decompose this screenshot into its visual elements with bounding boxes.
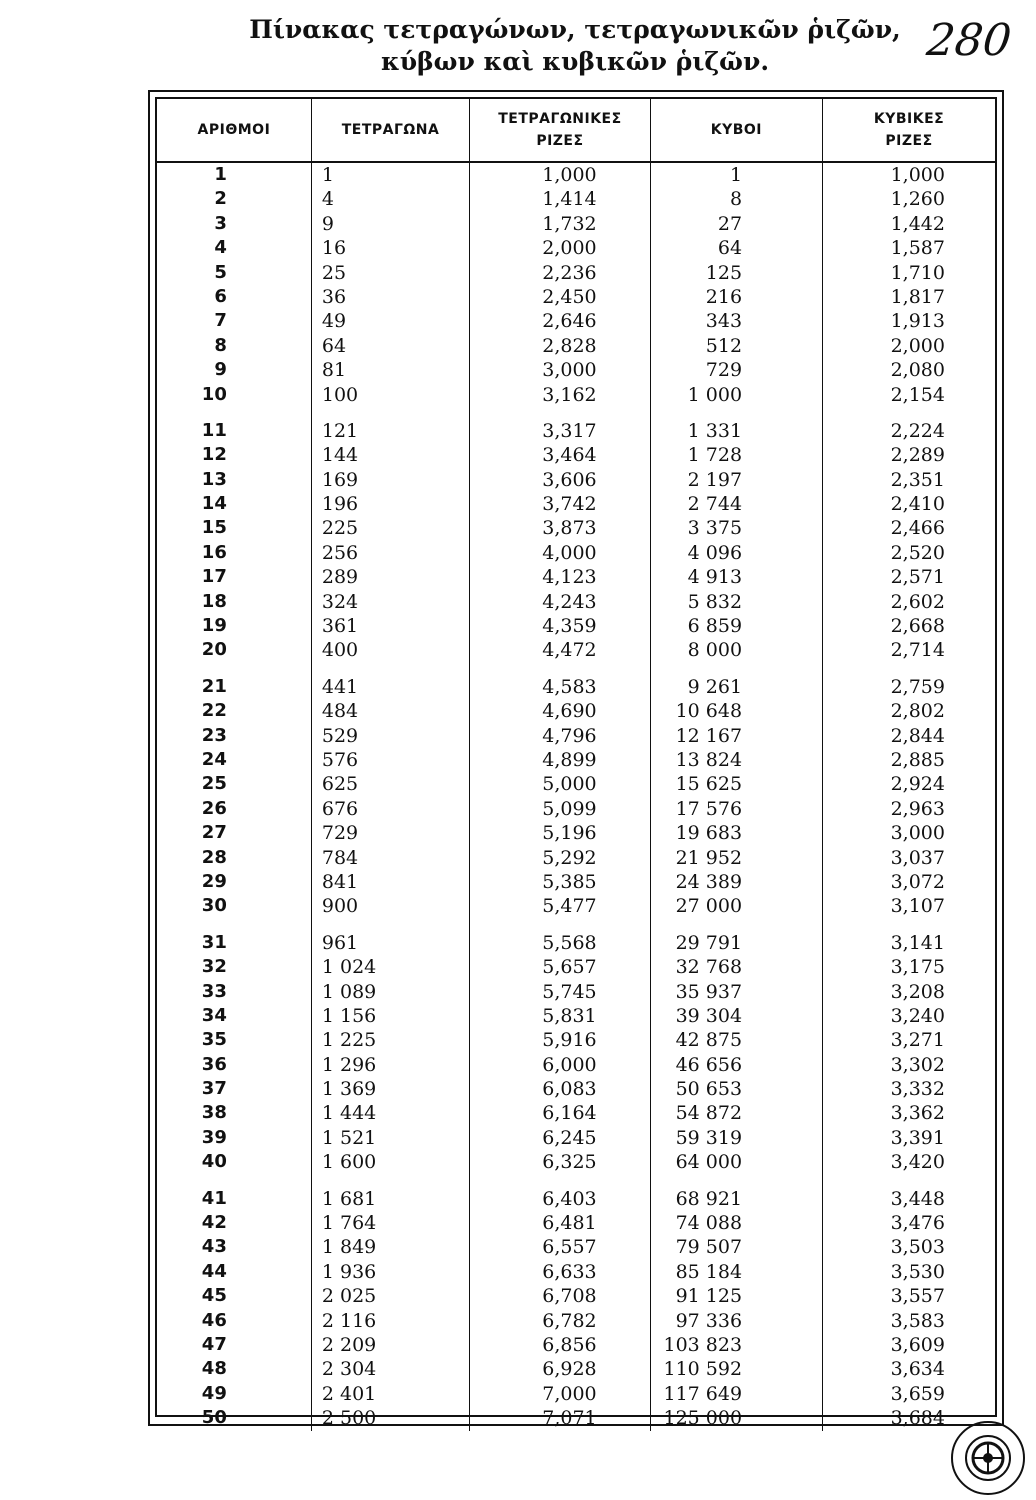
square-cell: 1 764: [321, 1212, 377, 1235]
cube-root-cell: 3,271: [890, 1029, 945, 1052]
squares-column: [311, 162, 469, 1431]
square-cell: 1 600: [321, 1151, 377, 1174]
square-cell: 1 369: [321, 1078, 377, 1101]
number-cell: 19: [201, 615, 227, 637]
cube-roots-column: [823, 162, 995, 1431]
cube-root-cell: 3,420: [890, 1151, 945, 1174]
cube-cell: 110 592: [663, 1358, 743, 1381]
number-cell: 14: [201, 493, 227, 515]
cube-cell: 74 088: [675, 1212, 743, 1235]
number-cell: 2: [214, 188, 227, 210]
cube-root-cell: 3,530: [890, 1260, 945, 1283]
cube-cell: 512: [705, 334, 743, 357]
group-spacer: [480, 919, 639, 931]
number-cell: 9: [214, 359, 227, 381]
square-root-cell: 3,317: [542, 419, 597, 442]
header-numbers: ΑΡΙΘΜΟΙ: [157, 99, 311, 162]
cube-root-cell: 3,107: [890, 895, 945, 918]
number-cell: 4: [214, 237, 227, 259]
number-cell: 18: [201, 590, 227, 612]
square-root-cell: 3,873: [542, 517, 597, 540]
cube-root-cell: 2,963: [890, 797, 945, 820]
square-root-cell: 2,236: [542, 261, 597, 284]
square-root-cell: 5,099: [542, 797, 597, 820]
square-root-cell: 4,000: [542, 541, 597, 564]
page-title: [230, 14, 920, 78]
cube-cell: 103 823: [663, 1333, 743, 1356]
cube-cell: 91 125: [675, 1285, 743, 1308]
cube-cell: 6 859: [687, 615, 743, 638]
cube-cell: 1: [729, 164, 743, 186]
square-root-cell: 6,633: [542, 1260, 597, 1283]
cube-root-cell: 2,714: [890, 639, 945, 662]
square-root-cell: 4,796: [542, 724, 597, 747]
number-cell: 42: [201, 1212, 227, 1234]
square-root-cell: 6,557: [542, 1236, 597, 1259]
number-cell: 21: [201, 675, 227, 697]
table-body-row: [157, 162, 995, 1431]
group-spacer: [833, 663, 985, 675]
table-header-row: [157, 99, 995, 162]
cube-root-cell: 3,583: [890, 1309, 945, 1332]
square-cell: 36: [321, 285, 347, 308]
number-cell: 33: [201, 980, 227, 1002]
cubes-column: [650, 162, 822, 1431]
cube-root-cell: 3,659: [890, 1382, 945, 1405]
cube-root-cell: 2,520: [890, 541, 945, 564]
square-root-cell: 5,385: [542, 870, 597, 893]
square-root-cell: 6,481: [542, 1212, 597, 1235]
group-spacer: [661, 407, 812, 419]
cube-cell: 46 656: [675, 1053, 743, 1076]
square-root-cell: 2,450: [542, 285, 597, 308]
cube-cell: 1 728: [687, 444, 743, 467]
number-cell: 31: [201, 931, 227, 953]
square-cell: 1 849: [321, 1236, 377, 1259]
square-cell: 289: [321, 566, 359, 589]
cube-cell: 50 653: [675, 1078, 743, 1101]
cube-root-cell: 3,609: [890, 1333, 945, 1356]
cube-root-cell: 1,913: [890, 310, 945, 333]
square-root-cell: 5,657: [542, 956, 597, 979]
square-cell: 25: [321, 261, 347, 284]
group-spacer: [661, 663, 812, 675]
cube-cell: 64 000: [675, 1151, 743, 1174]
square-root-cell: 6,164: [542, 1102, 597, 1125]
square-root-cell: 5,477: [542, 895, 597, 918]
number-cell: 39: [201, 1126, 227, 1148]
square-cell: 144: [321, 444, 359, 467]
cube-cell: 117 649: [663, 1382, 743, 1405]
cube-cell: 4 096: [687, 541, 743, 564]
cube-cell: 19 683: [675, 822, 743, 845]
square-cell: 1 296: [321, 1053, 377, 1076]
group-spacer: [833, 919, 985, 931]
cube-cell: 1 000: [687, 383, 743, 406]
square-root-cell: 1,414: [542, 188, 597, 211]
square-cell: 729: [321, 822, 359, 845]
cube-root-cell: 1,710: [890, 261, 945, 284]
cube-root-cell: 3,684: [890, 1407, 945, 1430]
cube-cell: 125 000: [663, 1407, 743, 1430]
number-cell: 5: [214, 261, 227, 283]
cube-cell: 59 319: [675, 1126, 743, 1149]
square-root-cell: 4,243: [542, 590, 597, 613]
cube-cell: 729: [705, 359, 743, 382]
square-root-cell: 5,292: [542, 846, 597, 869]
cube-cell: 21 952: [675, 846, 743, 869]
number-cell: 26: [201, 797, 227, 819]
number-cell: 48: [201, 1358, 227, 1380]
header-cubes: ΚΥΒΟΙ: [650, 99, 822, 162]
number-cell: 35: [201, 1029, 227, 1051]
square-cell: 2 304: [321, 1358, 377, 1381]
cube-cell: 64: [717, 237, 743, 260]
square-root-cell: 6,928: [542, 1358, 597, 1381]
number-cell: 38: [201, 1102, 227, 1124]
cube-root-cell: 3,175: [890, 956, 945, 979]
square-cell: 16: [321, 237, 347, 260]
square-cell: 2 116: [321, 1309, 377, 1332]
number-cell: 32: [201, 956, 227, 978]
square-root-cell: 5,000: [542, 773, 597, 796]
square-root-cell: 6,325: [542, 1151, 597, 1174]
cube-root-cell: 1,587: [890, 237, 945, 260]
header-squares: ΤΕΤΡΑΓΩΝΑ: [311, 99, 469, 162]
group-spacer: [167, 919, 301, 931]
cube-cell: 13 824: [675, 748, 743, 771]
square-root-cell: 3,606: [542, 468, 597, 491]
square-cell: 225: [321, 517, 359, 540]
square-cell: 1 444: [321, 1102, 377, 1125]
cube-cell: 32 768: [675, 956, 743, 979]
group-spacer: [833, 407, 985, 419]
numbers-column: [157, 162, 311, 1431]
cube-cell: 79 507: [675, 1236, 743, 1259]
cube-cell: 17 576: [675, 797, 743, 820]
cube-cell: 29 791: [675, 931, 743, 954]
number-cell: 46: [201, 1309, 227, 1331]
cube-cell: 24 389: [675, 870, 743, 893]
cube-root-cell: 2,000: [890, 334, 945, 357]
cube-root-cell: 2,571: [890, 566, 945, 589]
cube-root-cell: 3,302: [890, 1053, 945, 1076]
square-root-cell: 2,646: [542, 310, 597, 333]
square-root-cell: 3,464: [542, 444, 597, 467]
cube-cell: 343: [705, 310, 743, 333]
cube-root-cell: 2,080: [890, 359, 945, 382]
square-root-cell: 2,828: [542, 334, 597, 357]
cube-cell: 27 000: [675, 895, 743, 918]
number-cell: 10: [201, 383, 227, 405]
square-root-cell: 6,245: [542, 1126, 597, 1149]
number-cell: 6: [214, 285, 227, 307]
square-root-cell: 4,690: [542, 700, 597, 723]
cube-root-cell: 3,141: [890, 931, 945, 954]
handwritten-page-number: 280: [924, 15, 1014, 66]
title-line-2: κύβων καὶ κυβικῶν ῥιζῶν.: [380, 47, 770, 76]
header-cube-roots: ΚΥΒΙΚΕΣ ΡΙΖΕΣ: [823, 99, 995, 162]
cube-cell: 54 872: [675, 1102, 743, 1125]
cube-root-cell: 3,634: [890, 1358, 945, 1381]
square-cell: 4: [321, 188, 334, 211]
cube-root-cell: 2,668: [890, 615, 945, 638]
group-spacer: [167, 663, 301, 675]
square-root-cell: 4,583: [542, 675, 597, 698]
cube-root-cell: 2,289: [890, 444, 945, 467]
square-cell: 841: [321, 870, 359, 893]
square-cell: 1 089: [321, 980, 377, 1003]
cube-root-cell: 2,466: [890, 517, 945, 540]
square-cell: 9: [321, 212, 334, 235]
group-spacer: [480, 407, 639, 419]
number-cell: 34: [201, 1004, 227, 1026]
number-cell: 43: [201, 1236, 227, 1258]
cube-root-cell: 3,332: [890, 1078, 945, 1101]
cube-root-cell: 1,817: [890, 285, 945, 308]
square-root-cell: 6,403: [542, 1187, 597, 1210]
square-root-cell: 3,000: [542, 359, 597, 382]
square-root-cell: 1,000: [542, 164, 597, 186]
cube-cell: 68 921: [675, 1187, 743, 1210]
number-cell: 44: [201, 1260, 227, 1282]
square-cell: 81: [321, 359, 347, 382]
number-cell: 25: [201, 773, 227, 795]
cube-root-cell: 3,240: [890, 1004, 945, 1027]
cube-cell: 35 937: [675, 980, 743, 1003]
square-root-cell: 2,000: [542, 237, 597, 260]
square-root-cell: 5,568: [542, 931, 597, 954]
square-root-cell: 7,071: [542, 1407, 597, 1430]
number-cell: 22: [201, 700, 227, 722]
number-cell: 8: [214, 334, 227, 356]
number-cell: 28: [201, 846, 227, 868]
number-cell: 41: [201, 1187, 227, 1209]
group-spacer: [322, 663, 459, 675]
square-cell: 625: [321, 773, 359, 796]
cube-cell: 2 197: [687, 468, 743, 491]
cube-root-cell: 3,037: [890, 846, 945, 869]
square-root-cell: 4,472: [542, 639, 597, 662]
group-spacer: [167, 1175, 301, 1187]
number-cell: 30: [201, 895, 227, 917]
square-root-cell: 6,782: [542, 1309, 597, 1332]
square-cell: 121: [321, 419, 359, 442]
square-root-cell: 3,162: [542, 383, 597, 406]
square-root-cell: 4,899: [542, 748, 597, 771]
square-cell: 400: [321, 639, 359, 662]
square-root-cell: 5,196: [542, 822, 597, 845]
cube-cell: 97 336: [675, 1309, 743, 1332]
cube-cell: 27: [717, 212, 743, 235]
cube-root-cell: 2,351: [890, 468, 945, 491]
square-root-cell: 7,000: [542, 1382, 597, 1405]
square-cell: 256: [321, 541, 359, 564]
cube-root-cell: 2,224: [890, 419, 945, 442]
table-frame-inner: [155, 97, 997, 1430]
cube-cell: 4 913: [687, 566, 743, 589]
square-root-cell: 5,745: [542, 980, 597, 1003]
square-root-cell: 6,856: [542, 1333, 597, 1356]
square-cell: 576: [321, 748, 359, 771]
square-root-cell: 1,732: [542, 212, 597, 235]
square-cell: 1 225: [321, 1029, 377, 1052]
number-cell: 27: [201, 822, 227, 844]
cube-root-cell: 3,476: [890, 1212, 945, 1235]
header-square-roots: ΤΕΤΡΑΓΩΝΙΚΕΣ ΡΙΖΕΣ: [470, 99, 650, 162]
square-cell: 2 401: [321, 1382, 377, 1405]
number-cell: 49: [201, 1382, 227, 1404]
cube-cell: 3 375: [687, 517, 743, 540]
number-cell: 20: [201, 639, 227, 661]
square-cell: 169: [321, 468, 359, 491]
cube-root-cell: 3,000: [890, 822, 945, 845]
square-root-cell: 6,000: [542, 1053, 597, 1076]
number-cell: 11: [201, 419, 227, 441]
number-cell: 13: [201, 468, 227, 490]
cube-cell: 85 184: [675, 1260, 743, 1283]
cube-cell: 15 625: [675, 773, 743, 796]
number-cell: 12: [201, 444, 227, 466]
cube-root-cell: 3,362: [890, 1102, 945, 1125]
number-cell: 17: [201, 566, 227, 588]
square-cell: 900: [321, 895, 359, 918]
square-cell: 784: [321, 846, 359, 869]
number-cell: 7: [214, 310, 227, 332]
cube-root-cell: 3,208: [890, 980, 945, 1003]
square-cell: 529: [321, 724, 359, 747]
group-spacer: [322, 919, 459, 931]
square-cell: 1 024: [321, 956, 377, 979]
number-cell: 45: [201, 1285, 227, 1307]
cube-root-cell: 3,072: [890, 870, 945, 893]
number-cell: 15: [201, 517, 227, 539]
cube-cell: 1 331: [687, 419, 743, 442]
square-cell: 64: [321, 334, 347, 357]
number-cell: 23: [201, 724, 227, 746]
cube-root-cell: 3,557: [890, 1285, 945, 1308]
square-root-cell: 4,123: [542, 566, 597, 589]
number-cell: 50: [201, 1407, 227, 1429]
group-spacer: [480, 663, 639, 675]
title-line-1: Πίνακας τετραγώνων, τετραγωνικῶν ῥιζῶν,: [249, 15, 901, 44]
square-cell: 324: [321, 590, 359, 613]
square-cell: 2 500: [321, 1407, 377, 1430]
square-root-cell: 5,916: [542, 1029, 597, 1052]
number-cell: 47: [201, 1333, 227, 1355]
cube-cell: 8: [729, 188, 743, 211]
cube-cell: 42 875: [675, 1029, 743, 1052]
cube-root-cell: 2,924: [890, 773, 945, 796]
number-cell: 29: [201, 870, 227, 892]
square-root-cell: 4,359: [542, 615, 597, 638]
number-cell: 40: [201, 1151, 227, 1173]
cube-root-cell: 2,154: [890, 383, 945, 406]
number-cell: 3: [214, 212, 227, 234]
square-root-cell: 3,742: [542, 493, 597, 516]
square-cell: 361: [321, 615, 359, 638]
group-spacer: [322, 407, 459, 419]
square-cell: 1 681: [321, 1187, 377, 1210]
cube-root-cell: 3,448: [890, 1187, 945, 1210]
cube-cell: 2 744: [687, 493, 743, 516]
group-spacer: [322, 1175, 459, 1187]
cube-root-cell: 2,885: [890, 748, 945, 771]
cube-root-cell: 2,410: [890, 493, 945, 516]
foundation-seal-icon: [942, 1414, 1030, 1496]
cube-root-cell: 3,391: [890, 1126, 945, 1149]
square-cell: 484: [321, 700, 359, 723]
cube-root-cell: 1,000: [890, 164, 945, 186]
group-spacer: [167, 407, 301, 419]
square-cell: 196: [321, 493, 359, 516]
square-cell: 49: [321, 310, 347, 333]
cube-root-cell: 2,802: [890, 700, 945, 723]
cube-root-cell: 2,844: [890, 724, 945, 747]
square-cell: 1 156: [321, 1004, 377, 1027]
square-cell: 441: [321, 675, 359, 698]
square-root-cell: 6,083: [542, 1078, 597, 1101]
group-spacer: [661, 919, 812, 931]
math-table: [157, 99, 995, 1431]
number-cell: 36: [201, 1053, 227, 1075]
number-cell: 24: [201, 748, 227, 770]
square-root-cell: 6,708: [542, 1285, 597, 1308]
square-cell: 1 936: [321, 1260, 377, 1283]
cube-root-cell: 3,503: [890, 1236, 945, 1259]
cube-cell: 5 832: [687, 590, 743, 613]
cube-cell: 216: [705, 285, 743, 308]
square-roots-column: [470, 162, 650, 1431]
table-frame-outer: [148, 90, 1004, 1430]
cube-cell: 12 167: [675, 724, 743, 747]
square-cell: 961: [321, 931, 359, 954]
square-root-cell: 5,831: [542, 1004, 597, 1027]
cube-cell: 9 261: [687, 675, 743, 698]
square-cell: 2 025: [321, 1285, 377, 1308]
cube-root-cell: 1,442: [890, 212, 945, 235]
number-cell: 16: [201, 541, 227, 563]
cube-cell: 125: [705, 261, 743, 284]
square-cell: 676: [321, 797, 359, 820]
group-spacer: [833, 1175, 985, 1187]
cube-cell: 8 000: [687, 639, 743, 662]
group-spacer: [661, 1175, 812, 1187]
cube-cell: 10 648: [675, 700, 743, 723]
cube-cell: 39 304: [675, 1004, 743, 1027]
number-cell: 37: [201, 1078, 227, 1100]
number-cell: 1: [214, 164, 227, 185]
group-spacer: [480, 1175, 639, 1187]
square-cell: 100: [321, 383, 359, 406]
cube-root-cell: 2,602: [890, 590, 945, 613]
cube-root-cell: 1,260: [890, 188, 945, 211]
square-cell: 2 209: [321, 1333, 377, 1356]
square-cell: 1 521: [321, 1126, 377, 1149]
square-cell: 1: [321, 164, 334, 186]
cube-root-cell: 2,759: [890, 675, 945, 698]
